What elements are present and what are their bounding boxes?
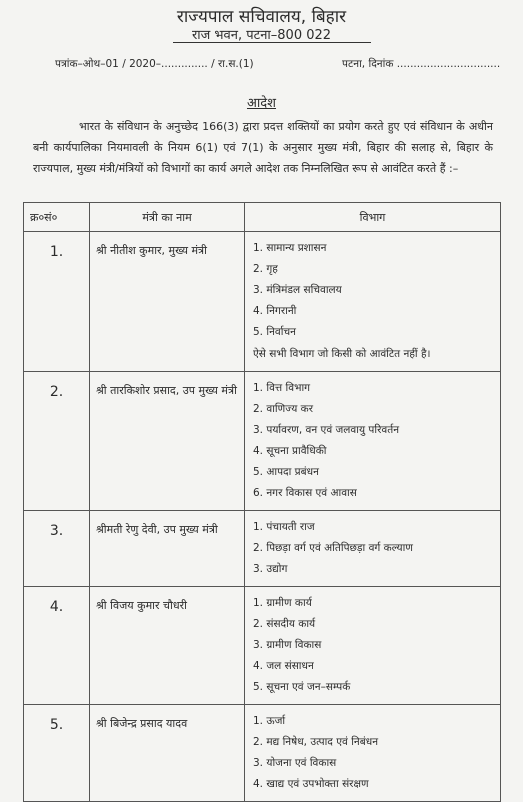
department-list [245,511,501,587]
department-item: 2. मद्य निषेध, उत्पाद एवं निबंधन [253,736,379,748]
table-row [24,372,501,511]
row-serial-number: 2. [24,372,90,511]
department-item: 1. ऊर्जा [253,715,286,727]
office-address: राज भवन, पटना–800 022 [191,28,332,43]
department-item: 4. निगरानी [253,305,297,317]
department-item: 3. ग्रामीण विकास [253,639,322,651]
order-title: आदेश [246,96,277,111]
department-item: 3. पर्यावरण, वन एवं जलवायु परिवर्तन [253,424,400,436]
department-item: 6. नगर विकास एवं आवास [253,487,357,499]
department-item: 4. खाद्य एवं उपभोक्ता संरक्षण [253,778,369,790]
order-body: भारत के संविधान के अनुच्छेद 166(3) द्वारा प्रदत्त शक्तियों का प्रयोग करते हुए एवं संविधान के अधीन बनी कार्यपालिका नियमावली के नियम 6(1) एवं 7(1) के अनुसार मुख्य मंत्री, बिहार की सलाह से, बिहार के राज्यपाल, मुख्य मंत्री/मंत्रियों को विभागों का कार्य अगले आदेश तक निम्नलिखित रूप से आवंटित करते हैं :– [33,120,493,175]
minister-name: श्री विजय कुमार चौधरी [90,587,245,705]
letter-place-date: पटना, दिनांक ............................... [342,58,501,70]
department-item: 5. आपदा प्रबंधन [253,466,319,478]
minister-name: श्री नीतीश कुमार, मुख्य मंत्री [90,232,245,372]
department-item: 2. गृह [253,263,278,275]
department-item: 2. वाणिज्य कर [253,403,314,415]
department-list [245,232,501,372]
department-list [245,587,501,705]
department-list [245,705,501,802]
department-item: 2. पिछड़ा वर्ग एवं अतिपिछड़ा वर्ग कल्याण [253,542,413,554]
department-item: 1. सामान्य प्रशासन [253,242,327,254]
table-row [24,511,501,587]
department-list [245,372,501,511]
department-item: 1. वित्त विभाग [253,382,311,394]
minister-name: श्रीमती रेणु देवी, उप मुख्य मंत्री [90,511,245,587]
office-title: राज्यपाल सचिवालय, बिहार [176,7,347,27]
row-serial-number: 5. [24,705,90,802]
table-row [24,705,501,802]
letter-reference-number: पत्रांक–ओथ–01 / 2020–.............. / रा.स.(1) [55,58,254,70]
table-row [24,232,501,372]
header-department: विभाग [245,203,501,232]
department-item: 1. पंचायती राज [253,521,315,533]
department-item: 3. उद्योग [253,563,288,575]
department-item: 1. ग्रामीण कार्य [253,597,312,609]
table-row [24,587,501,705]
header-serial: क्र०सं० [24,203,90,232]
minister-name: श्री बिजेन्द्र प्रसाद यादव [90,705,245,802]
row-serial-number: 3. [24,511,90,587]
department-item: 5. निर्वाचन [253,326,296,338]
department-item: 2. संसदीय कार्य [253,618,316,630]
department-item: 4. जल संसाधन [253,660,314,672]
department-item: 5. सूचना एवं जन–सम्पर्क [253,681,351,693]
department-allocation-table [23,202,501,802]
header-minister-name: मंत्री का नाम [90,203,245,232]
header-divider [173,42,371,43]
row-serial-number: 1. [24,232,90,372]
minister-name: श्री तारकिशोर प्रसाद, उप मुख्य मंत्री [90,372,245,511]
department-item: 3. मंत्रिमंडल सचिवालय [253,284,342,296]
row-serial-number: 4. [24,587,90,705]
table-header-row [24,203,501,232]
department-note: ऐसे सभी विभाग जो किसी को आवंटित नहीं है। [253,348,431,360]
department-item: 4. सूचना प्रावैधिकी [253,445,327,457]
department-item: 3. योजना एवं विकास [253,757,337,769]
